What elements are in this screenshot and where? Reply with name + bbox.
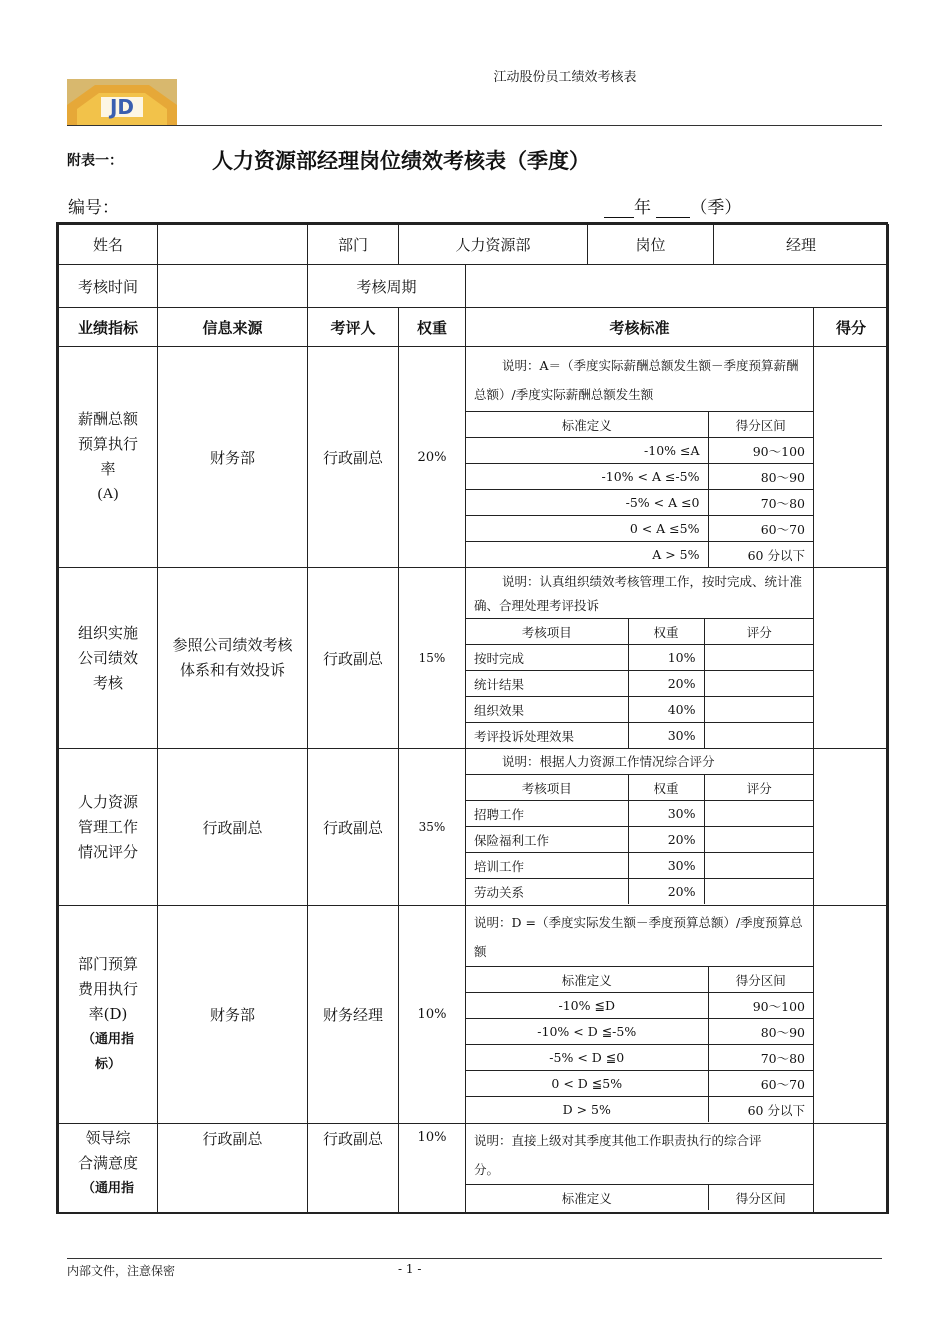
sub-cell: 70～80 <box>708 1045 813 1071</box>
column-header-row <box>59 308 889 347</box>
sub-cell: 统计结果 <box>466 671 628 697</box>
page-number: - 1 - <box>398 1262 422 1276</box>
sub-cell: 60～70 <box>708 516 813 542</box>
info-row-1 <box>59 225 889 265</box>
sub-header: 得分区间 <box>708 412 813 438</box>
dept-value: 人力资源部 <box>399 225 588 264</box>
sub-cell: -5% < D ≦0 <box>466 1045 708 1071</box>
sub-cell: 60 分以下 <box>708 1097 813 1123</box>
rater-cell: 行政副总 <box>308 749 399 906</box>
period-line <box>604 193 741 218</box>
rating-input[interactable] <box>704 827 814 853</box>
sub-cell: 按时完成 <box>466 645 628 671</box>
metric-row-leader <box>59 1124 889 1214</box>
sub-cell: 20% <box>628 827 704 853</box>
standard-note: 说明：D =（季度实际发生额－季度预算总额）/季度预算总额 <box>474 915 803 959</box>
weight-cell: 20% <box>399 347 466 568</box>
source-cell: 行政副总 <box>158 749 308 906</box>
sub-header: 标准定义 <box>466 967 708 993</box>
score-range-table <box>466 411 813 567</box>
sub-header: 得分区间 <box>708 967 813 993</box>
logo-text: JD <box>109 95 135 119</box>
standard-note: 说明：认真组织绩效考核管理工作，按时完成、统计准确、合理处理考评投诉 <box>474 574 803 613</box>
sub-header: 考核项目 <box>466 775 628 801</box>
cycle-value[interactable] <box>466 265 889 308</box>
dept-label: 部门 <box>308 225 399 265</box>
footer-rule <box>67 1258 882 1259</box>
item-weight-table <box>466 774 814 904</box>
sub-cell: 20% <box>628 879 704 905</box>
sub-cell: -10% < A ≤-5% <box>466 464 708 490</box>
sub-header: 评分 <box>704 619 814 645</box>
document-header-title: 江动股份员工绩效考核表 <box>493 70 637 85</box>
metric-row-hr-work <box>59 749 889 906</box>
weight-cell: 35% <box>399 749 466 906</box>
rating-input[interactable] <box>704 645 814 671</box>
season-blank[interactable] <box>656 201 690 218</box>
source-cell: 财务部 <box>158 906 308 1124</box>
rating-input[interactable] <box>704 723 814 749</box>
sub-header: 得分区间 <box>708 1185 813 1211</box>
rating-input[interactable] <box>704 697 814 723</box>
company-logo <box>67 79 177 125</box>
post-label: 岗位 <box>588 225 714 264</box>
sub-header: 标准定义 <box>466 1185 708 1211</box>
year-label: 年 <box>634 198 651 218</box>
weight-cell: 10% <box>399 1124 466 1214</box>
indicator-cell: 薪酬总额 预算执行 率 (A) <box>59 347 158 568</box>
col-indicator: 业绩指标 <box>59 308 158 347</box>
col-weight: 权重 <box>399 308 466 347</box>
standard-note: 说明：直接上级对其季度其他工作职责执行的综合评分。 <box>474 1133 762 1177</box>
sub-cell: A > 5% <box>466 542 708 568</box>
col-source: 信息来源 <box>158 308 308 347</box>
score-cell[interactable] <box>814 906 889 1124</box>
standard-note: 说明：根据人力资源工作情况综合评分 <box>502 754 715 769</box>
rating-input[interactable] <box>704 801 814 827</box>
metric-row-salary <box>59 347 889 568</box>
source-cell: 参照公司绩效考核体系和有效投诉 <box>158 568 308 749</box>
standard-cell <box>466 906 814 1124</box>
sub-cell: 40% <box>628 697 704 723</box>
sub-cell: 劳动关系 <box>466 879 628 905</box>
col-standard: 考核标准 <box>466 308 814 347</box>
time-value[interactable] <box>158 265 308 308</box>
info-row-2 <box>59 265 889 308</box>
sub-cell: 90～100 <box>708 438 813 464</box>
sub-cell: 80～90 <box>708 1019 813 1045</box>
sub-cell: 20% <box>628 671 704 697</box>
standard-cell <box>466 568 814 749</box>
standard-cell <box>466 749 814 906</box>
source-cell: 行政副总 <box>158 1124 308 1214</box>
rating-input[interactable] <box>704 671 814 697</box>
score-cell[interactable] <box>814 568 889 749</box>
code-label: 编号： <box>68 198 119 218</box>
metric-row-budget <box>59 906 889 1124</box>
col-rater: 考评人 <box>308 308 399 347</box>
score-cell[interactable] <box>814 749 889 906</box>
rater-cell: 行政副总 <box>308 347 399 568</box>
name-value[interactable] <box>158 225 308 265</box>
score-range-table <box>466 966 813 1122</box>
evaluation-table <box>58 224 889 1214</box>
season-label: （季） <box>690 198 742 218</box>
source-cell: 财务部 <box>158 347 308 568</box>
col-score: 得分 <box>814 308 889 347</box>
score-range-table <box>466 1184 813 1210</box>
sub-cell: -10% < D ≦-5% <box>466 1019 708 1045</box>
indicator-cell: 部门预算 费用执行 率(D) （通用指 标） <box>59 906 158 1124</box>
sub-cell: -5% < A ≤0 <box>466 490 708 516</box>
sub-cell: 30% <box>628 723 704 749</box>
sub-cell: -10% ≦D <box>466 993 708 1019</box>
sub-header: 考核项目 <box>466 619 628 645</box>
weight-cell: 10% <box>399 906 466 1124</box>
sub-cell: 60～70 <box>708 1071 813 1097</box>
cycle-label: 考核周期 <box>308 265 466 308</box>
sub-cell: 培训工作 <box>466 853 628 879</box>
sub-cell: 70～80 <box>708 490 813 516</box>
item-weight-table <box>466 618 814 748</box>
rater-cell: 行政副总 <box>308 1124 399 1214</box>
sub-cell: 考评投诉处理效果 <box>466 723 628 749</box>
sub-header: 标准定义 <box>466 412 708 438</box>
sub-cell: 90～100 <box>708 993 813 1019</box>
sub-cell: 0 < D ≦5% <box>466 1071 708 1097</box>
time-label: 考核时间 <box>59 265 158 308</box>
score-cell[interactable] <box>814 347 889 568</box>
sub-cell: 30% <box>628 853 704 879</box>
weight-cell: 15% <box>399 568 466 749</box>
standard-cell <box>466 347 814 568</box>
rating-input[interactable] <box>704 853 814 879</box>
sub-cell: 80～90 <box>708 464 813 490</box>
sub-cell: 60 分以下 <box>708 542 813 568</box>
sub-cell: 保险福利工作 <box>466 827 628 853</box>
sub-cell: 组织效果 <box>466 697 628 723</box>
standard-note: 说明：A＝（季度实际薪酬总额发生额－季度预算薪酬总额）/季度实际薪酬总额发生额 <box>474 358 799 402</box>
indicator-cell: 领导综 合满意度 （通用指 <box>59 1124 158 1214</box>
sub-cell: -10% ≤A <box>466 438 708 464</box>
sub-header: 权重 <box>628 775 704 801</box>
sub-header: 权重 <box>628 619 704 645</box>
metric-row-appraisal <box>59 568 889 749</box>
header-rule <box>67 125 882 126</box>
sub-header: 评分 <box>704 775 814 801</box>
sub-cell: D > 5% <box>466 1097 708 1123</box>
rater-cell: 行政副总 <box>308 568 399 749</box>
attachment-label: 附表一： <box>67 153 123 169</box>
rater-cell: 财务经理 <box>308 906 399 1124</box>
indicator-cell: 人力资源 管理工作 情况评分 <box>59 749 158 906</box>
footer-confidential: 内部文件，注意保密 <box>67 1264 176 1278</box>
sub-cell: 30% <box>628 801 704 827</box>
post-value: 经理 <box>786 236 817 254</box>
indicator-cell: 组织实施 公司绩效 考核 <box>59 568 158 749</box>
rating-input[interactable] <box>704 879 814 905</box>
sub-cell: 招聘工作 <box>466 801 628 827</box>
standard-cell <box>466 1124 814 1214</box>
name-label: 姓名 <box>59 225 158 265</box>
sub-cell: 0 < A ≤5% <box>466 516 708 542</box>
year-blank[interactable] <box>604 201 634 218</box>
sub-cell: 10% <box>628 645 704 671</box>
score-cell[interactable] <box>814 1124 889 1214</box>
form-title: 人力资源部经理岗位绩效考核表（季度） <box>212 148 590 173</box>
